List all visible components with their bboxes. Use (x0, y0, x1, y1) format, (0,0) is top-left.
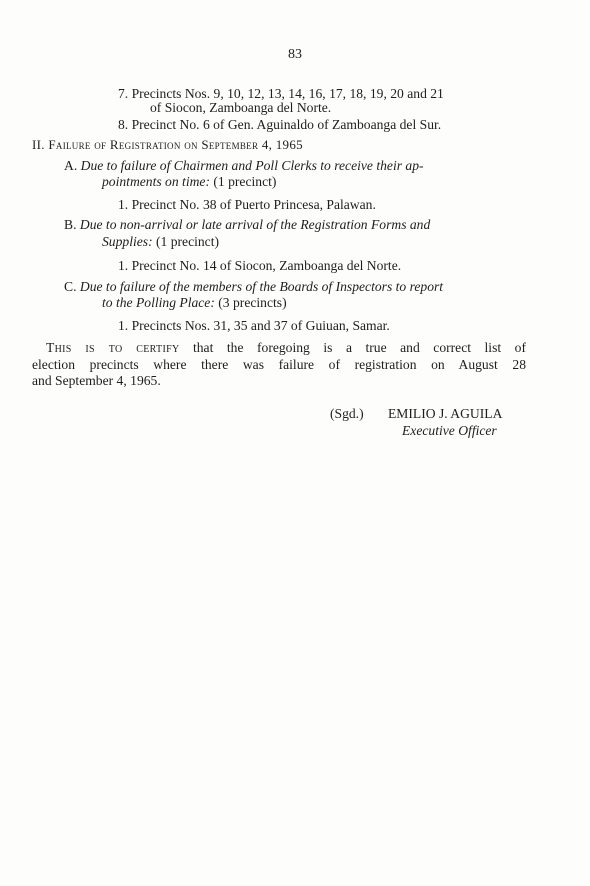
certification-line-3: and September 4, 1965. (32, 373, 161, 388)
subsection-a-count: (1 precinct) (213, 174, 277, 189)
subsection-c-item: 1. Precincts Nos. 31, 35 and 37 of Guiuan, Samar. (118, 318, 390, 333)
page-number: 83 (288, 47, 302, 62)
subsection-c-count: (3 precincts) (218, 295, 287, 310)
certification-line-2: election precincts where there was failure of registration on August 28 (32, 357, 526, 372)
item-7-line-2: of Siocon, Zamboanga del Norte. (150, 100, 332, 115)
subsection-c-label: C. (64, 279, 77, 294)
signature-title: Executive Officer (402, 423, 497, 438)
certification-line-1-rest: that the foregoing is a true and correct list of (192, 340, 526, 355)
section-2-heading: II. Failure of Registration on September 4, 1965 (32, 137, 303, 152)
subsection-b-title-line-1: Due to non-arrival or late arrival of the Registration Forms and (79, 217, 431, 232)
subsection-b-item: 1. Precinct No. 14 of Siocon, Zamboanga del Norte. (118, 258, 402, 273)
subsection-b-title-line-2: Supplies: (102, 234, 153, 249)
subsection-c-line-2 (102, 296, 287, 310)
subsection-c-title-line-2: to the Polling Place: (102, 295, 215, 310)
subsection-c (64, 280, 443, 294)
subsection-b-count: (1 precinct) (156, 234, 220, 249)
subsection-a-title-line-2: pointments on time: (102, 174, 210, 189)
subsection-a-title-line-1: Due to failure of Chairmen and Poll Clerks to receive their ap- (80, 158, 424, 173)
subsection-a-label: A. (64, 158, 78, 173)
signature-name: EMILIO J. AGUILA (388, 406, 503, 421)
certification-lead: This is to certify (46, 340, 180, 355)
subsection-a-line-2 (102, 175, 276, 189)
subsection-a (64, 159, 424, 173)
signature-sgd: (Sgd.) (330, 406, 364, 421)
subsection-b (64, 218, 430, 232)
item-7-line-1: 7. Precincts Nos. 9, 10, 12, 13, 14, 16, 17, 18, 19, 20 and 21 (118, 86, 444, 101)
subsection-a-item: 1. Precinct No. 38 of Puerto Princesa, Palawan. (118, 197, 376, 212)
subsection-b-line-2 (102, 235, 219, 249)
subsection-b-label: B. (64, 217, 77, 232)
certification-line-1 (46, 341, 526, 355)
item-8: 8. Precinct No. 6 of Gen. Aguinaldo of Zamboanga del Sur. (118, 117, 442, 132)
subsection-c-title-line-1: Due to failure of the members of the Boards of Inspectors to report (79, 279, 444, 294)
